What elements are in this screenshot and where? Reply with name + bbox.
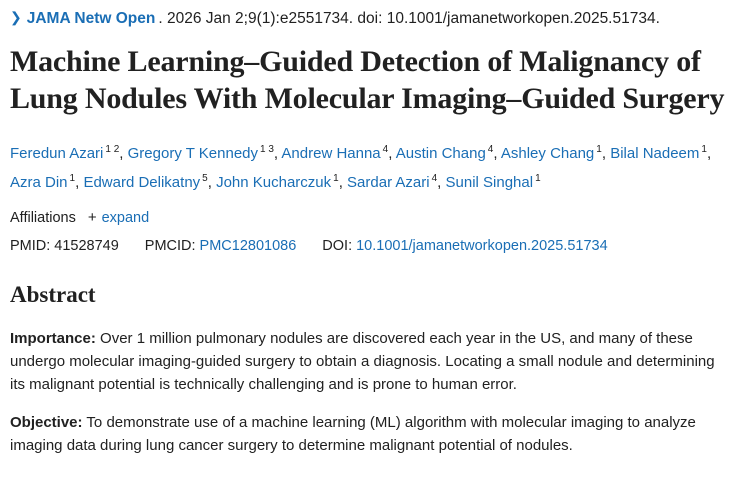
author-link[interactable]: Ashley Chang — [500, 145, 595, 162]
abstract-section-label: Importance: — [10, 330, 96, 348]
author-affiliation-sup: 1 3 — [260, 144, 274, 155]
author-link[interactable]: Sunil Singhal — [445, 174, 534, 191]
author-item: Ashley Chang $^1$, — [500, 144, 611, 162]
abstract-section-text: To demonstrate use of a machine learning (ML) algorithm with molecular imaging to analyze imaging data during lung cancer surgery to determine malignant potential of nodules. — [10, 414, 696, 455]
author-link[interactable]: Austin Chang — [395, 145, 486, 162]
author-affiliation-sup: 1 — [333, 173, 339, 184]
author-link[interactable]: Sardar Azari — [347, 174, 430, 191]
abstract-paragraph-objective — [10, 411, 720, 457]
author-item: Gregory T Kennedy $^{1 3}$, — [127, 144, 282, 162]
identifiers-row — [10, 238, 728, 254]
author-link[interactable]: John Kucharczuk — [216, 174, 332, 191]
author-link[interactable]: Andrew Hanna — [281, 145, 381, 162]
affiliations-expand-button[interactable] — [88, 209, 149, 226]
author-affiliation-sup: 1 — [535, 173, 541, 184]
author-link[interactable]: Azra Din — [10, 174, 68, 191]
author-item: Edward Delikatny $^5$, — [83, 173, 217, 191]
author-item: Azra Din $^1$, — [10, 173, 84, 191]
pmid-label: PMID: — [10, 238, 51, 254]
pmcid-label: PMCID: — [144, 238, 196, 254]
chevron-right-icon[interactable]: ❯ — [10, 9, 22, 25]
author-affiliation-sup: 4 — [382, 144, 389, 155]
author-item: Austin Chang $^4$, — [395, 144, 501, 162]
doi-link[interactable]: 10.1001/jamanetworkopen.2025.51734 — [356, 238, 608, 254]
citation-line — [10, 8, 728, 29]
author-item: Feredun Azari $^{1 2}$, — [10, 144, 128, 162]
author-affiliation-sup: 1 — [69, 173, 76, 184]
pmid-value: 41528749 — [54, 238, 119, 254]
abstract-heading: Abstract — [10, 282, 96, 307]
pmcid-link[interactable]: PMC12801086 — [199, 238, 297, 254]
author-list — [10, 137, 728, 195]
citation-details: . 2026 Jan 2;9(1):e2551734. doi: 10.1001/jamanetworkopen.2025.51734. — [158, 10, 660, 27]
page-title: Machine Learning–Guided Detection of Malignancy of Lung Nodules With Molecular Imaging–Guided Surgery — [10, 45, 725, 115]
author-link[interactable]: Bilal Nadeem — [610, 145, 700, 162]
journal-link[interactable]: JAMA Netw Open — [26, 10, 156, 27]
affiliations-row — [10, 209, 728, 226]
author-item — [446, 174, 541, 191]
author-item: John Kucharczuk $^1$, — [216, 173, 348, 191]
pmid-item — [10, 238, 119, 254]
author-affiliation-sup: 4 — [487, 144, 494, 155]
author-item: Sardar Azari $^4$, — [347, 173, 446, 191]
author-link[interactable]: Edward Delikatny — [83, 174, 201, 191]
author-link[interactable]: Feredun Azari — [10, 145, 104, 162]
abstract-paragraph-importance — [10, 327, 720, 396]
pmcid-item — [145, 238, 297, 254]
author-affiliation-sup: 1 — [596, 144, 602, 155]
author-link[interactable]: Gregory T Kennedy — [127, 145, 258, 162]
abstract-section-text: Over 1 million pulmonary nodules are discovered each year in the US, and many of these undergo molecular imaging-guided surgery to obtain a diagnosis. Locating a small nodule and determining its malignant potential is technically challenging and is prone to human error. — [10, 330, 715, 394]
author-item: Bilal Nadeem $^1$, — [610, 144, 712, 162]
plus-icon: + — [87, 209, 97, 226]
doi-label: DOI: — [322, 238, 353, 254]
expand-label: expand — [101, 209, 150, 226]
author-affiliation-sup: 5 — [202, 173, 208, 184]
affiliations-label: Affiliations — [10, 209, 76, 226]
doi-item — [322, 238, 607, 254]
author-affiliation-sup: 1 2 — [105, 144, 120, 155]
author-item: Andrew Hanna $^4$, — [281, 144, 396, 162]
author-affiliation-sup: 4 — [431, 173, 438, 184]
abstract-section-label: Objective: — [10, 414, 83, 432]
author-affiliation-sup: 1 — [701, 144, 707, 155]
